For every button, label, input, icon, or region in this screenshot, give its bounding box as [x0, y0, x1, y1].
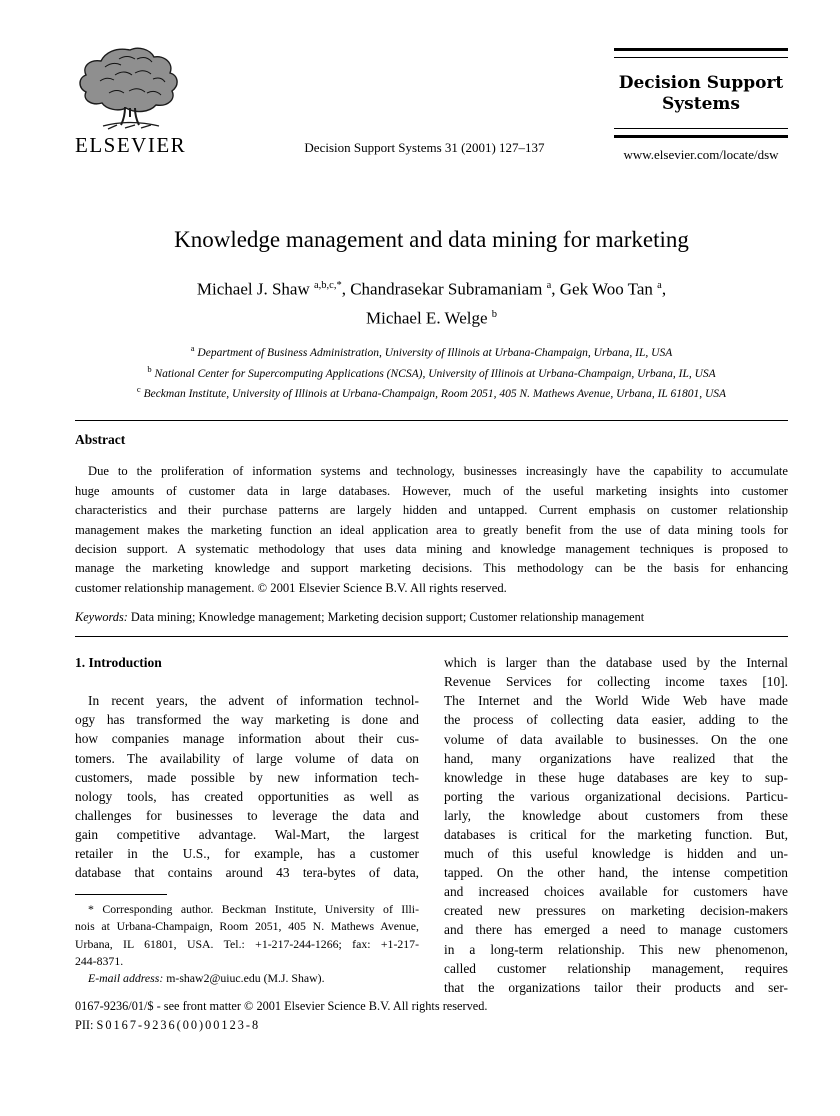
text-line: that the organizations tailor their products and ser- [444, 979, 788, 995]
right-column [444, 653, 788, 997]
article-title: Knowledge management and data mining for marketing [174, 227, 689, 252]
text-line: much of this useful knowledge is hidden and un- [444, 846, 788, 862]
text-run: National Center for Supercomputing Applications (NCSA), University of Illinois at Urbana-Champaign, Urbana, IL, USA [151, 367, 716, 380]
text-line: nois at Urbana-Champaign, Room 2051, 405 N. Mathews Avenue, [75, 919, 419, 934]
journal-citation: Decision Support Systems 31 (2001) 127–137 [304, 140, 545, 155]
text-line: characteristics and their purchase patterns are largely hidden and untapped. Current emphasis on customer relationship [75, 503, 788, 518]
text-line: manage the marketing knowledge and support marketing decisions. This methodology can be the basis for enhancing [75, 561, 788, 576]
text-line: challenges for businesses to leverage the data and [75, 807, 419, 823]
text-line: porting the various organizational decisions. Particu- [444, 788, 788, 804]
text-run: Michael E. Welge [365, 308, 492, 328]
superscript: a,b,c,* [314, 280, 342, 291]
footnote [75, 894, 419, 987]
masthead-bottom-rule [614, 128, 788, 138]
text-line: hand, many organizations have realized that the [444, 750, 788, 766]
page-footer [75, 997, 487, 1035]
text-line: tapped. On the other hand, the intense competition [444, 865, 788, 881]
text-line: gain competitive advantage. Wal-Mart, the largest [75, 826, 419, 842]
keywords-text: Data mining; Knowledge management; Marketing decision support; Customer relationship management [127, 610, 645, 625]
footer-copyright: 0167-9236/01/$ - see front matter © 2001 Elsevier Science B.V. All rights reserved. [75, 999, 488, 1013]
text-line: decision support. A systematic methodology that uses data mining and knowledge management techniques is proposed to [75, 541, 788, 556]
section-heading-introduction: 1. Introduction [75, 655, 162, 671]
elsevier-logo [75, 45, 235, 158]
body-columns [75, 653, 788, 997]
text-line: knowledge in these huge databases are key to sup- [444, 769, 788, 785]
text-line: customer relationship management. © 2001 Elsevier Science B.V. All rights reserved. [75, 580, 507, 595]
intro-paragraph-left [75, 691, 419, 882]
text-line: created new pressures on marketing decision-makers [444, 903, 788, 919]
author-line-2 [75, 302, 788, 331]
journal-masthead [614, 48, 788, 163]
keywords-label: Keywords: [75, 610, 128, 625]
text-line: Due to the proliferation of information systems and technology, businesses increasingly have the capability to accumulate [88, 464, 788, 479]
text-line: volume of data available to businesses. On the one [444, 731, 788, 747]
abstract-top-rule [75, 420, 788, 421]
text-run: , [661, 279, 667, 299]
text-run: Michael J. Shaw [196, 279, 314, 299]
text-line: ogy has transformed the way marketing is done and [75, 712, 419, 728]
masthead-top-rule [614, 48, 788, 58]
text-line: called customer relationship management, requires [444, 960, 788, 976]
text-line: customers, made possible by new information tech- [75, 769, 419, 785]
text-line: Revenue Services for collecting income taxes [10]. [444, 674, 788, 690]
affiliations [75, 341, 788, 402]
superscript: a [657, 280, 662, 291]
text-line: 244-8371. [75, 953, 124, 968]
keywords-line [75, 610, 788, 625]
text-line: nology tools, has created opportunities as well as [75, 788, 419, 804]
pii-label: PII: [75, 1018, 94, 1032]
affiliation-a [75, 341, 788, 361]
superscript: b [147, 363, 152, 374]
body-top-rule [75, 636, 788, 637]
left-column [75, 653, 419, 997]
email-label: E-mail address: [88, 970, 164, 985]
text-run: , Gek Woo Tan [551, 279, 658, 299]
author-line-1 [75, 273, 788, 302]
text-line: In recent years, the advent of information technol- [88, 693, 419, 709]
text-line: The Internet and the World Wide Web have made [444, 693, 788, 709]
text-line: in a long-term relationship. This new phenomenon, [444, 941, 788, 957]
elsevier-tree-icon [75, 45, 185, 131]
footnote-rule [75, 894, 167, 895]
email-address: m-shaw2@uiuc.edu (M.J. Shaw). [163, 970, 325, 985]
text-line: larly, the knowledge about customers from these [444, 807, 788, 823]
text-line: database that contains around 43 tera-bytes of data, [75, 865, 419, 881]
text-line: and increased choices available for customers have [444, 884, 788, 900]
text-line: retailer in the U.S., for example, has a customer [75, 845, 419, 861]
footer-pii [75, 1016, 487, 1035]
text-run: Beckman Institute, University of Illinois at Urbana-Champaign, Room 2051, 405 N. Mathews Avenue, Urbana, IL 61801, USA [140, 387, 727, 400]
abstract-heading: Abstract [75, 432, 126, 448]
journal-name [614, 73, 788, 115]
text-line: huge amounts of customer data in large databases. However, much of the useful marketing insights into customer [75, 483, 788, 498]
page-header [75, 45, 788, 163]
text-line: and there has emerged a need to manage customers [444, 922, 788, 938]
affiliation-c [75, 382, 788, 402]
text-line: the process of collecting data easier, adding to the [444, 712, 788, 728]
journal-name-line2: Systems [662, 94, 740, 114]
text-line: tomers. The availability of large volume of data on [75, 750, 419, 766]
text-line: databases is critical for the marketing function. But, [444, 826, 788, 842]
journal-name-line1: Decision Support [618, 73, 784, 93]
abstract-text [75, 462, 788, 598]
text-line: management makes the marketing function an ideal application area to greatly benefit from the use of data mining tools for [75, 522, 788, 537]
pii-value: S0167-9236(00)00123-8 [96, 1018, 261, 1032]
publisher-name: ELSEVIER [75, 133, 187, 157]
text-line: which is larger than the database used by the Internal [444, 655, 788, 671]
superscript: a [546, 280, 552, 291]
superscript: c [136, 383, 141, 394]
text-line: Urbana, IL 61801, USA. Tel.: +1-217-244-1266; fax: +1-217- [75, 936, 419, 951]
superscript: a [190, 343, 195, 354]
superscript: b [491, 308, 498, 320]
text-run: Department of Business Administration, University of Illinois at Urbana-Champaign, Urbana, IL, USA [194, 347, 673, 360]
affiliation-b [75, 362, 788, 382]
intro-paragraph-right [444, 653, 788, 997]
text-line: * Corresponding author. Beckman Institute, University of Illi- [88, 902, 419, 917]
text-run: , Chandrasekar Subramaniam [341, 279, 547, 299]
footnote-text [75, 901, 419, 970]
journal-url: www.elsevier.com/locate/dsw [623, 147, 779, 162]
footnote-email [75, 970, 419, 987]
author-list [75, 273, 788, 330]
text-line: how companies manage information about their cus- [75, 731, 419, 747]
